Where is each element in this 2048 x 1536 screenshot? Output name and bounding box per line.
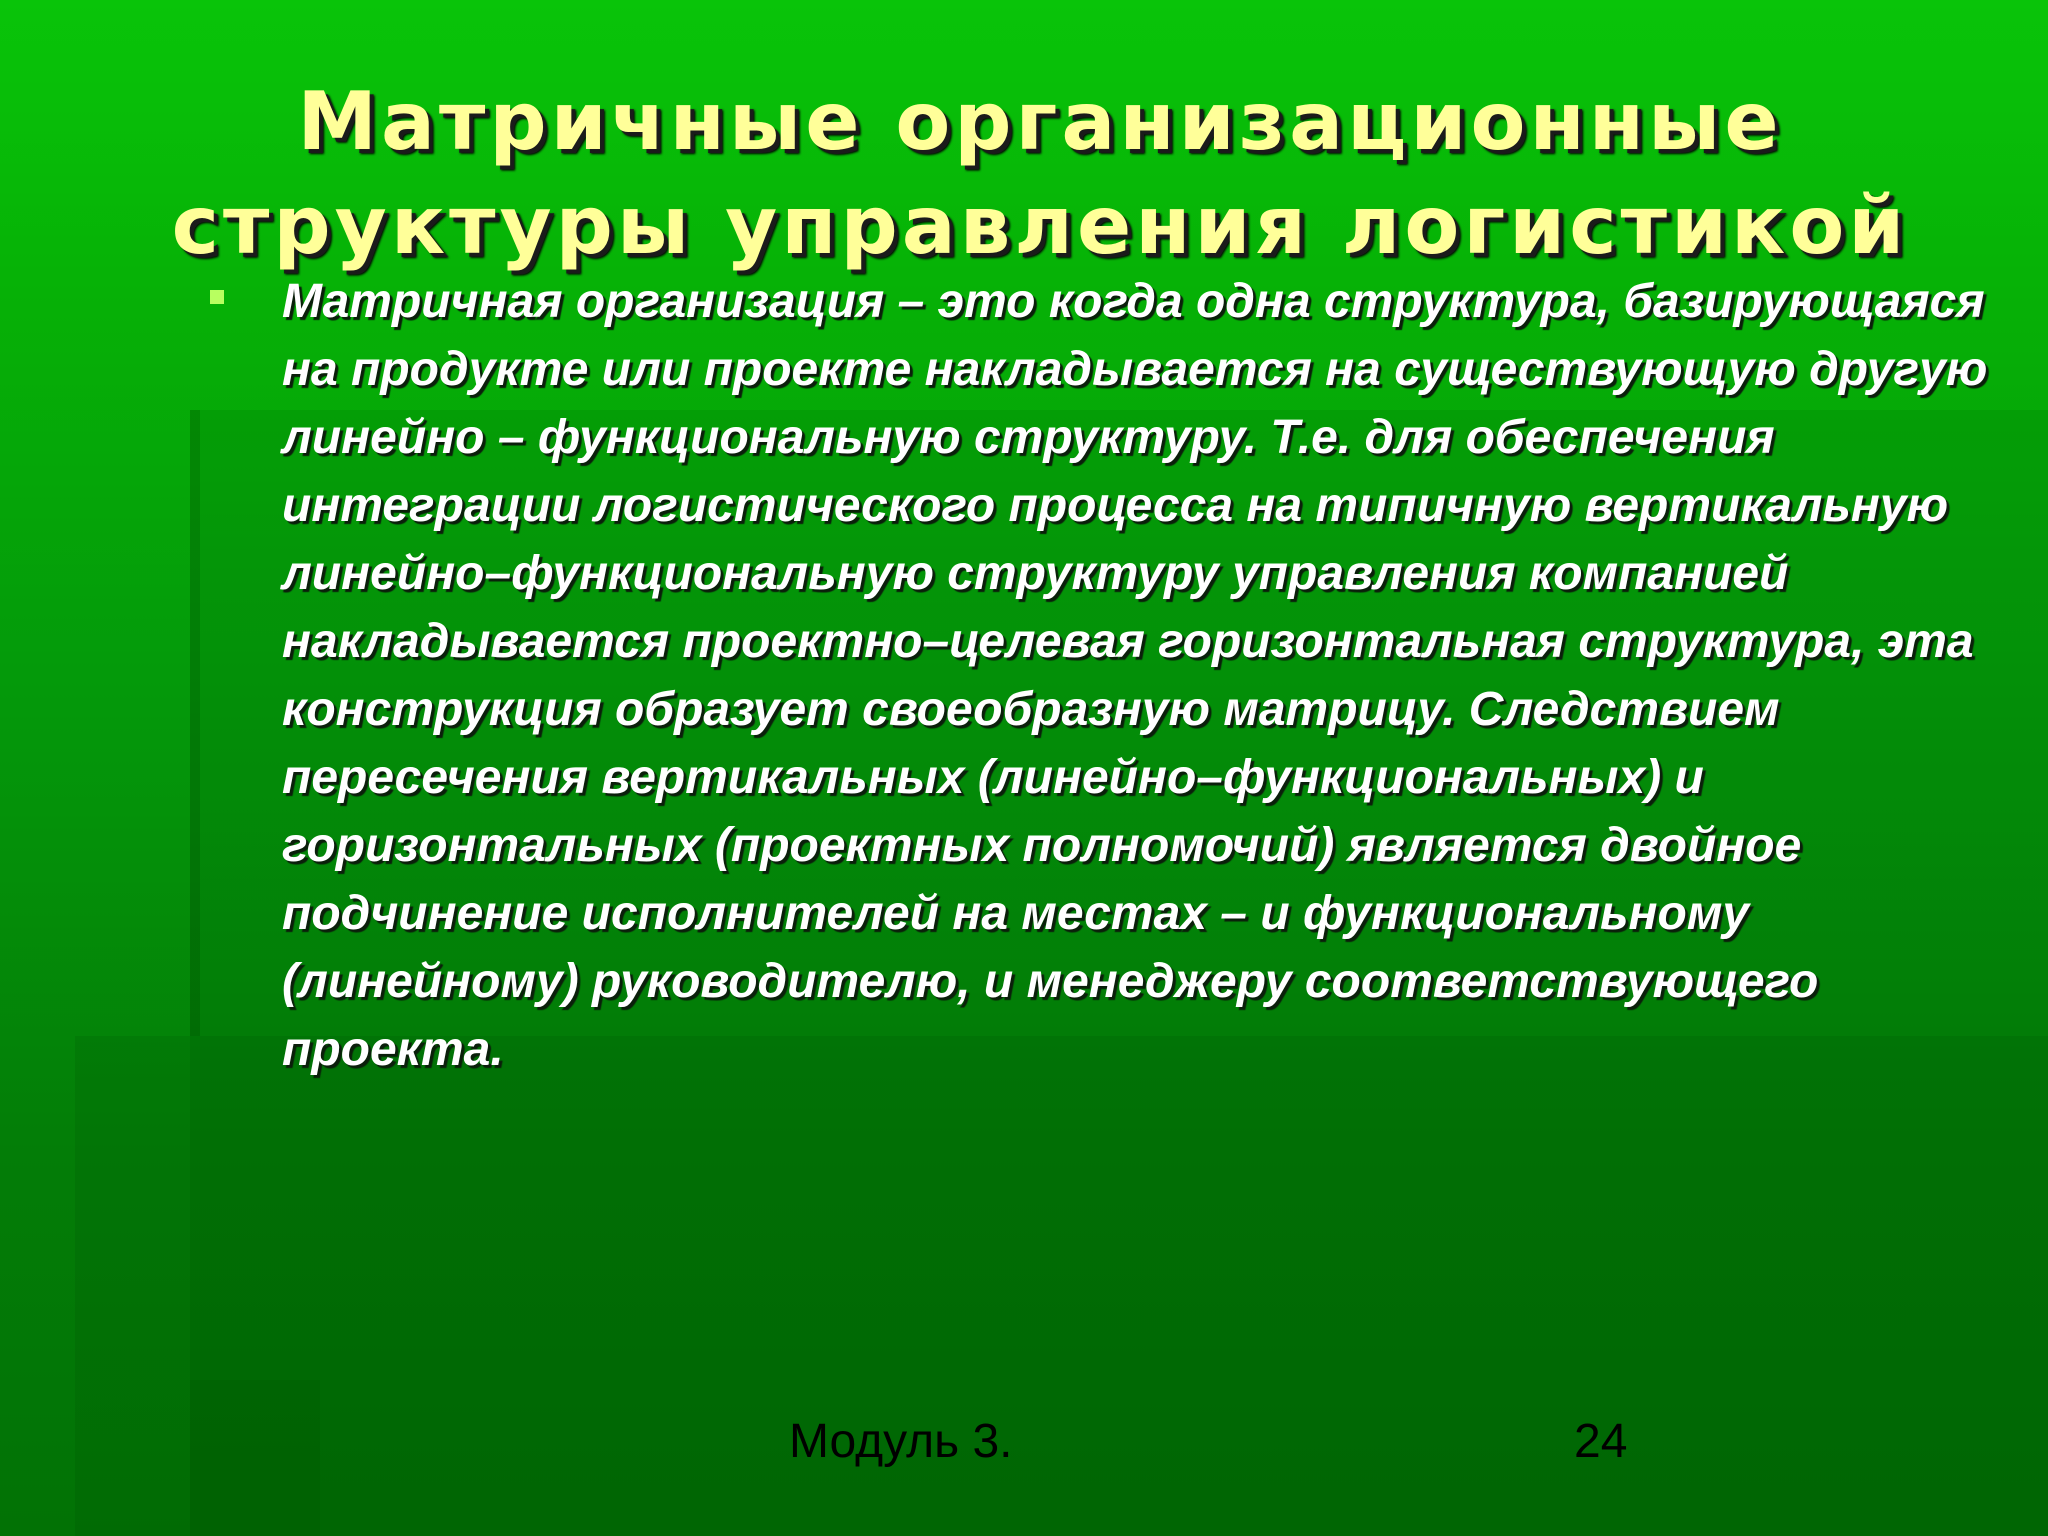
square-bullet-icon <box>210 290 224 304</box>
footer-module-label: Модуль 3. <box>789 1415 1013 1468</box>
slide-title-line-2: структуры управления логистикой <box>171 179 1909 272</box>
background-band <box>190 1380 320 1536</box>
bullet-text: Матричная организация – это когда одна структура, базирующаяся на продукте или проекте накладывается на существующую другую линейно – функциональную структуру. Т.е. для обеспечения интеграции логистического процесса на типичную вертикальную линейно–функциональную структуру управления компанией накладывается проектно–целевая горизонтальная структура, эта конструкция образует своеобразную матрицу. Следствием пересечения вертикальных (линейно–функциональных) и горизонтальных (проектных полномочий) является двойное подчинение исполнителей на местах – и функциональному (линейному) руководителю, и менеджеру соответствующего проекта. <box>282 275 1988 1076</box>
slide-title-line-1: Матричные организационные <box>297 75 1783 168</box>
background-band <box>75 1036 2048 1536</box>
slide-page-number: 24 <box>1574 1415 1628 1468</box>
slide-title <box>100 70 1980 278</box>
background-band <box>190 410 200 1036</box>
